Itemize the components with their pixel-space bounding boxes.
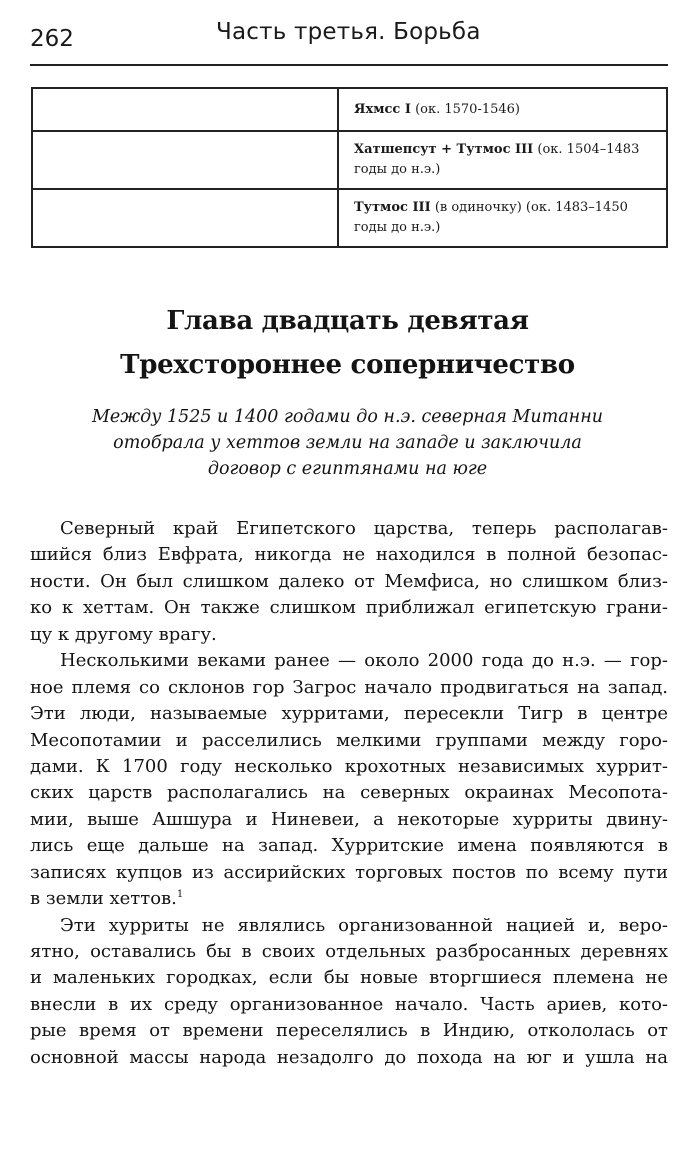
paragraph — [30, 516, 668, 648]
text-line: дами. К 1700 году несколько крохотных независимых хуррит- — [30, 755, 668, 777]
table-cell-ruler — [338, 131, 667, 189]
text-line: лись еще дальше на запад. Хурритские имена появляются в — [30, 835, 668, 857]
text-line: Северный край Египетского царства, теперь располагав- — [60, 518, 668, 539]
text-line: Месопотамии и расселились мелкими группами между горо- — [30, 729, 668, 751]
text-line: шийся близ Евфрата, никогда не находился в полной безопас- — [30, 544, 668, 566]
footnote-marker: 1 — [176, 889, 184, 901]
table-row — [32, 131, 667, 189]
text-line: мии, выше Ашшура и Ниневеи, а некоторые хурриты двину- — [30, 808, 668, 830]
text-line: и маленьких городках, если бы новые вторгшиеся племена не — [30, 967, 668, 989]
table-cell-empty — [32, 88, 338, 131]
chronology-table — [31, 87, 668, 248]
ruler-dates: (в одиночку) (ок. 1483–1450 — [430, 200, 628, 215]
chapter-title: Трехстороннее соперничество — [120, 350, 575, 380]
table-cell-empty — [32, 131, 338, 189]
chapter-number: Глава двадцать девятая — [166, 306, 529, 336]
epigraph-line: договор с египтянами на юге — [207, 459, 488, 479]
table-row — [32, 189, 667, 247]
table-cell-ruler — [338, 88, 667, 131]
page-number: 262 — [30, 26, 74, 52]
text-line: рые время от времени переселялись в Индию, откололась от — [30, 1020, 668, 1042]
header-rule — [30, 64, 668, 66]
ruler-name: Яхмсс I — [354, 101, 411, 117]
text-line: записях купцов из ассирийских торговых постов по всему пути — [30, 861, 668, 883]
table-cell-empty — [32, 189, 338, 247]
text-line: Несколькими веками ранее — около 2000 года до н.э. — гор- — [60, 650, 668, 672]
text-line: Эти люди, называемые хурритами, пересекли Тигр в центре — [30, 703, 668, 725]
epigraph-line: Между 1525 и 1400 годами до н.э. северная Митанни — [91, 407, 603, 427]
text-line — [30, 886, 668, 912]
epigraph-line: отобрала у хеттов земли на западе и заключила — [113, 433, 582, 453]
ruler-dates-cont: годы до н.э.) — [354, 220, 441, 235]
text-line: Эти хурриты не являлись организованной нацией и, веро- — [60, 914, 668, 936]
paragraph — [30, 648, 668, 912]
paragraph — [30, 913, 668, 1072]
ruler-dates: (ок. 1570-1546) — [410, 101, 521, 117]
page-header — [30, 18, 668, 58]
ruler-dates-cont: годы до н.э.) — [354, 162, 441, 177]
text-line: ко к хеттам. Он также слишком приближал египетскую грани- — [30, 597, 668, 619]
text-line: ятно, оставались бы в своих отдельных разбросанных деревнях — [30, 941, 668, 962]
text-line-content: в земли хеттов. — [30, 888, 177, 910]
text-line: внесли в их среду организованное начало. Часть ариев, кото- — [30, 993, 668, 1015]
ruler-name: Тутмос III — [354, 200, 431, 215]
table-cell-ruler — [338, 189, 667, 247]
text-line: ности. Он был слишком далеко от Мемфиса, но слишком близ- — [30, 570, 668, 592]
body-text — [30, 516, 668, 1071]
running-head: Часть третья. Борьба — [216, 19, 481, 45]
text-line: ное племя со склонов гор Загрос начало продвигаться на запад. — [30, 676, 668, 698]
text-line: основной массы народа незадолго до похода на юг и ушла на — [30, 1046, 668, 1068]
table-row — [32, 88, 667, 131]
text-line: цу к другому врагу. — [30, 623, 217, 645]
ruler-name: Хатшепсут + Тутмос III — [354, 142, 534, 157]
text-line: ских царств располагались на северных окраинах Месопота- — [30, 782, 668, 804]
ruler-dates: (ок. 1504–1483 — [533, 142, 640, 157]
chapter-epigraph — [60, 404, 635, 482]
